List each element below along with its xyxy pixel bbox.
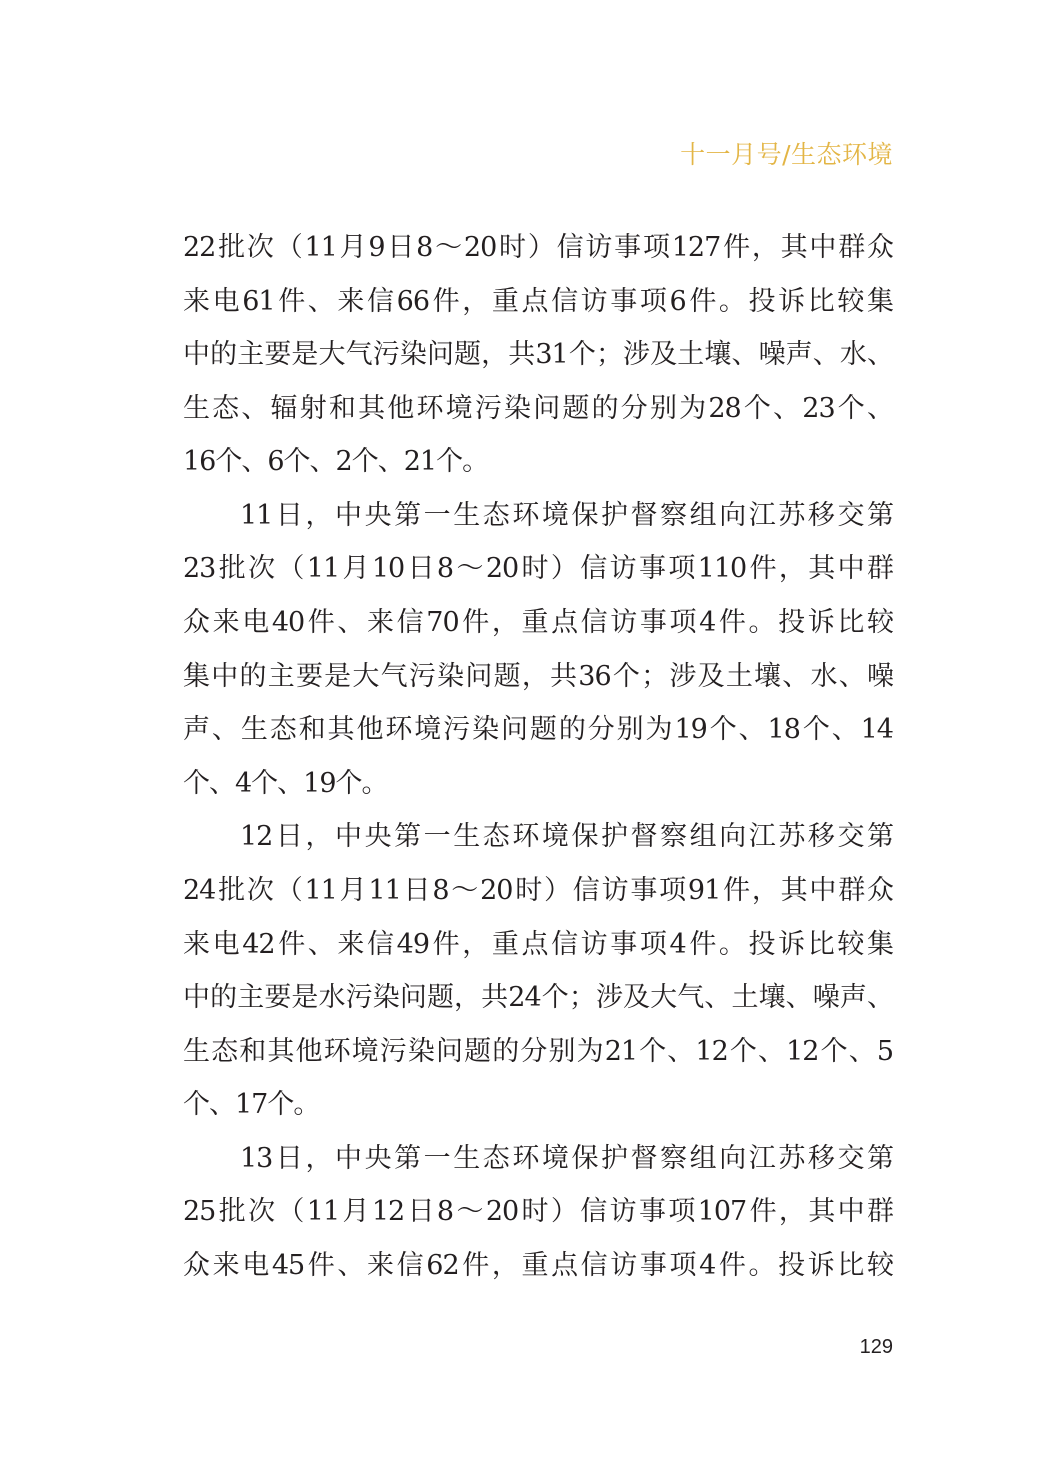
text-line: 12日，中央第一生态环境保护督察组向江苏移交第: [240, 821, 893, 853]
paragraph-1: [183, 221, 893, 489]
text-line: 23批次（11月10日8～20时）信访事项110件，其中群: [183, 553, 893, 585]
text-line: 集中的主要是大气污染问题，共36个；涉及土壤、水、噪: [183, 660, 893, 692]
paragraph-2: [183, 489, 893, 810]
paragraph-4: [183, 1132, 893, 1293]
text-line: 来电42件、来信49件，重点信访事项4件。投诉比较集: [183, 928, 893, 960]
text-line: 13日，中央第一生态环境保护督察组向江苏移交第: [240, 1142, 893, 1174]
running-header-section: 十一月号/生态环境: [680, 140, 893, 169]
text-line: 声、生态和其他环境污染问题的分别为19个、18个、14: [183, 714, 893, 746]
text-line: 16个、6个、2个、21个。: [183, 446, 489, 478]
text-line: 生态和其他环境污染问题的分别为21个、12个、12个、5: [183, 1035, 893, 1067]
text-line: 中的主要是大气污染问题，共31个；涉及土壤、噪声、水、: [183, 339, 893, 371]
text-line: 众来电40件、来信70件，重点信访事项4件。投诉比较: [183, 607, 893, 639]
text-line: 22批次（11月9日8～20时）信访事项127件，其中群众: [183, 232, 893, 263]
page-number: 129: [859, 1336, 893, 1358]
text-line: 25批次（11月12日8～20时）信访事项107件，其中群: [183, 1196, 893, 1228]
text-line: 24批次（11月11日8～20时）信访事项91件，其中群众: [183, 874, 893, 906]
text-line: 中的主要是水污染问题，共24个；涉及大气、土壤、噪声、: [183, 982, 893, 1014]
text-line: 个、4个、19个。: [183, 767, 388, 799]
body-text: [183, 221, 893, 1293]
paragraph-3: [183, 810, 893, 1131]
text-line: 生态、辐射和其他环境污染问题的分别为28个、23个、: [183, 392, 893, 424]
text-line: 众来电45件、来信62件，重点信访事项4件。投诉比较: [183, 1249, 893, 1281]
text-line: 11日，中央第一生态环境保护督察组向江苏移交第: [240, 499, 893, 531]
text-line: 来电61件、来信66件，重点信访事项6件。投诉比较集: [183, 285, 893, 317]
text-line: 个、17个。: [183, 1089, 320, 1121]
